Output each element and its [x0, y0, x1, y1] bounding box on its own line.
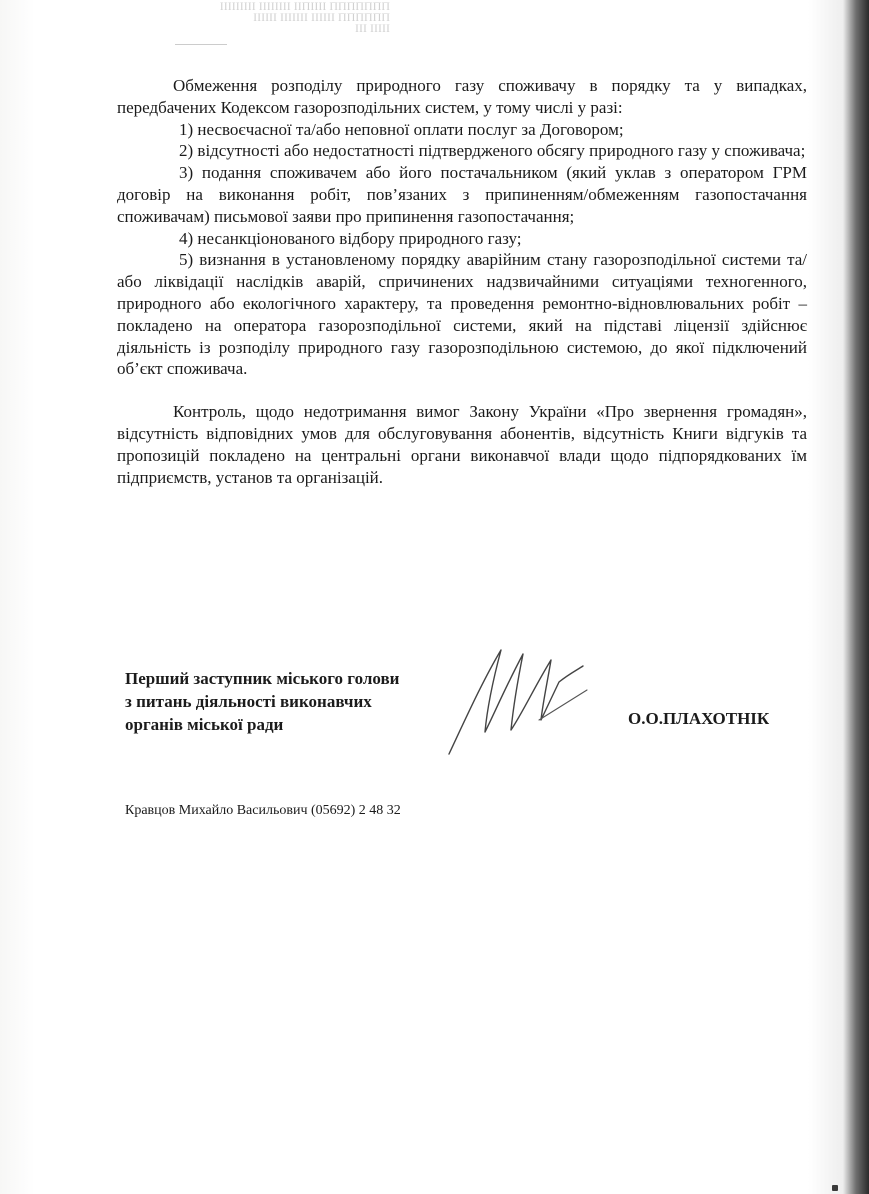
signer-title-line: Перший заступник міського голови [125, 669, 400, 688]
signer-title [125, 667, 465, 736]
executor-contact: Кравцов Михайло Васильович (05692) 2 48 32 [125, 803, 401, 818]
show-through-rule [175, 44, 227, 45]
list-item: 1) несвоєчасної та/або неповної оплати послуг за Договором; [179, 119, 624, 139]
signer-title-line: з питань діяльності виконавчих [125, 692, 372, 711]
scan-mark [832, 1185, 838, 1191]
paragraph-restriction: Обмеження розподілу природного газу споживачу в порядку та у випадках, передбачених Кодексом газорозподільних систем, у тому числі у разі: [117, 76, 807, 117]
list-item: 3) подання споживачем або його постачальником (який уклав з оператором ГРМ договір на виконання робіт, пов’язаних з припиненням/обмеженням газопостачання споживачам) письмової заяви про припинення газопостачання; [117, 163, 807, 226]
handwritten-signature [443, 640, 593, 760]
list-item: 5) визнання в установленому порядку аварійним стану газорозподільної системи та/або ліквідації наслідків аварій, спричинених надзвичайними ситуаціями техногенного, природного або екологічного характеру, та проведення ремонтно-відновлювальних робіт – покладено на оператора газорозподільної системи, який на підставі ліцензії здійснює діяльність із розподілу природного газу газорозподільною системою, до якої підключений об’єкт споживача. [117, 250, 807, 379]
list-item: 2) відсутності або недостатності підтвердженого обсягу природного газу у споживача; [179, 141, 806, 161]
paragraph-control: Контроль, щодо недотримання вимог Закону України «Про звернення громадян», відсутність відповідних умов для обслуговування абонентів, відсутність Книги відгуків та пропозицій покладено на центральні органи виконавчої влади щодо підпорядкованих їм підприємств, установ та організацій. [117, 402, 807, 487]
letter-body [117, 75, 807, 488]
show-through-text: ППППППП ІІІІПІІ ІІІІІІІІ ІІІІІІІІІ ПППППП ІІІІІІ ІІІІІІІ ІІІІІІ ІІІІІ ІІІ [219, 0, 390, 35]
list-item: 4) несанкціонованого відбору природного газу; [179, 228, 522, 248]
signer-name: О.О.ПЛАХОТНІК [628, 709, 770, 728]
signer-title-line: органів міської ради [125, 715, 284, 734]
